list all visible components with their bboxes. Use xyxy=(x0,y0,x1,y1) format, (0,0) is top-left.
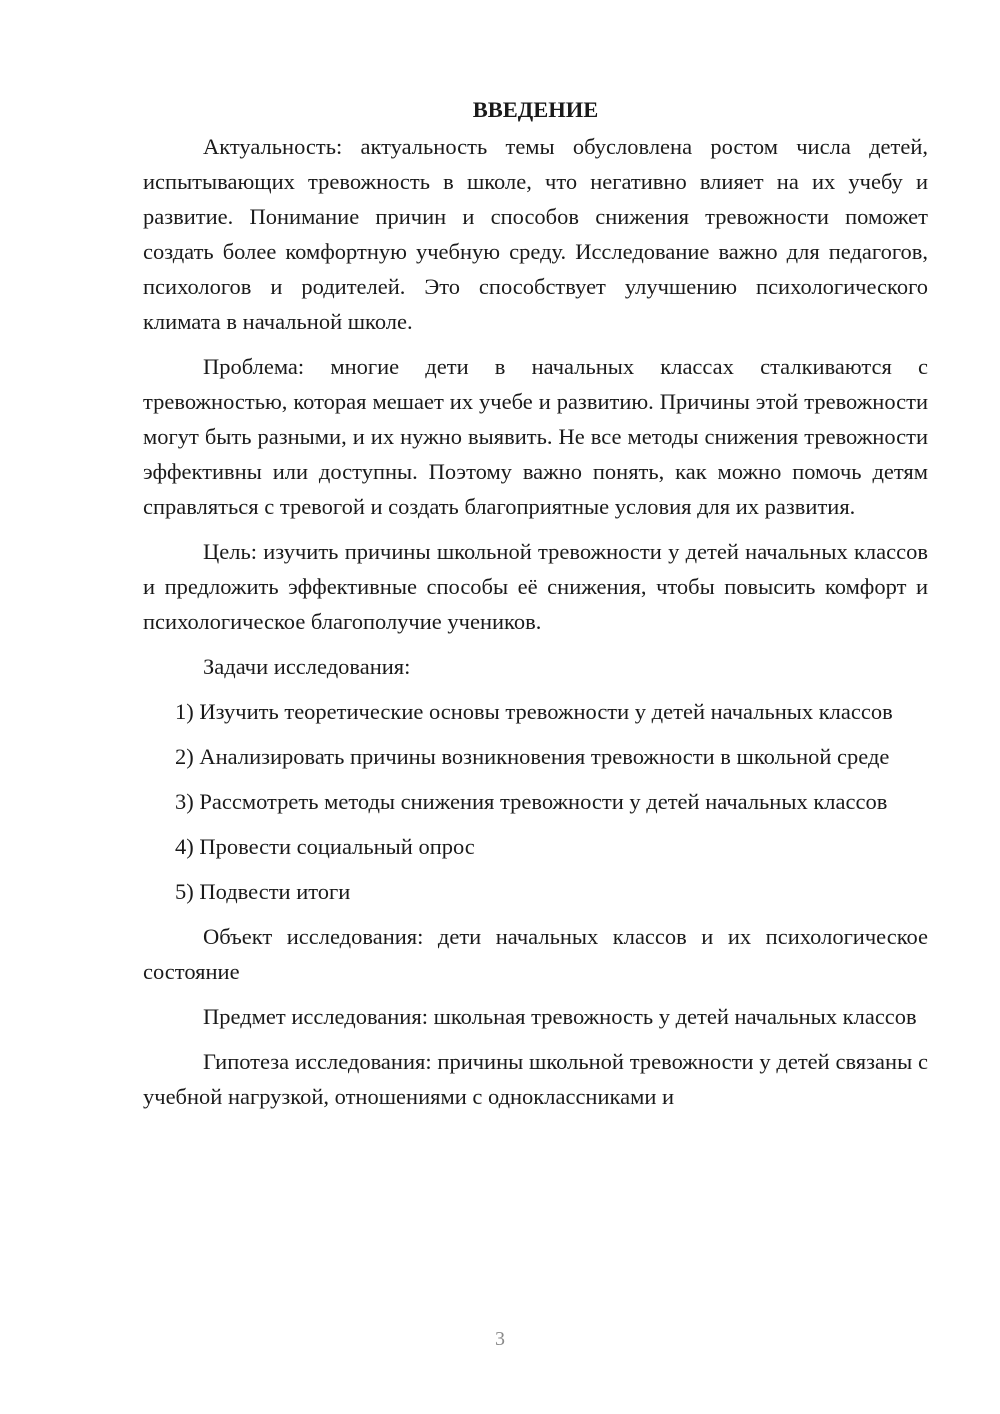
page-number: 3 xyxy=(495,1328,505,1350)
paragraph-problem: Проблема: многие дети в начальных классах сталкиваются с тревожностью, которая мешает их учебе и развитию. Причины этой тревожности могут быть разными, и их нужно выявить. Не все методы снижения тревожности эффективны или доступны. Поэтому важно понять, как можно помочь детям справляться с тревогой и создать благоприятные условия для их развития. xyxy=(143,354,928,519)
document-page xyxy=(143,92,928,1124)
task-item-4: 4) Провести социальный опрос xyxy=(175,834,475,859)
task-item-1: 1) Изучить теоретические основы тревожности у детей начальных классов xyxy=(175,699,893,724)
paragraph-goal: Цель: изучить причины школьной тревожности у детей начальных классов и предложить эффективные способы её снижения, чтобы повысить комфорт и психологическое благополучие учеников. xyxy=(143,539,928,634)
paragraph-object: Объект исследования: дети начальных классов и их психологическое состояние xyxy=(143,924,928,984)
paragraph-hypothesis: Гипотеза исследования: причины школьной тревожности у детей связаны с учебной нагрузкой, отношениями с одноклассниками и xyxy=(143,1049,928,1109)
section-title: ВВЕДЕНИЕ xyxy=(472,97,599,122)
paragraph-subject: Предмет исследования: школьная тревожность у детей начальных классов xyxy=(203,1004,917,1029)
tasks-heading: Задачи исследования: xyxy=(203,654,411,679)
task-item-2: 2) Анализировать причины возникновения тревожности в школьной среде xyxy=(175,744,890,769)
task-item-3: 3) Рассмотреть методы снижения тревожности у детей начальных классов xyxy=(175,789,888,814)
paragraph-relevance: Актуальность: актуальность темы обусловлена ростом числа детей, испытывающих тревожность в школе, что негативно влияет на их учебу и развитие. Понимание причин и способов снижения тревожности поможет создать более комфортную учебную среду. Исследование важно для педагогов, психологов и родителей. Это способствует улучшению психологического климата в начальной школе. xyxy=(143,134,928,334)
task-item-5: 5) Подвести итоги xyxy=(175,879,351,904)
